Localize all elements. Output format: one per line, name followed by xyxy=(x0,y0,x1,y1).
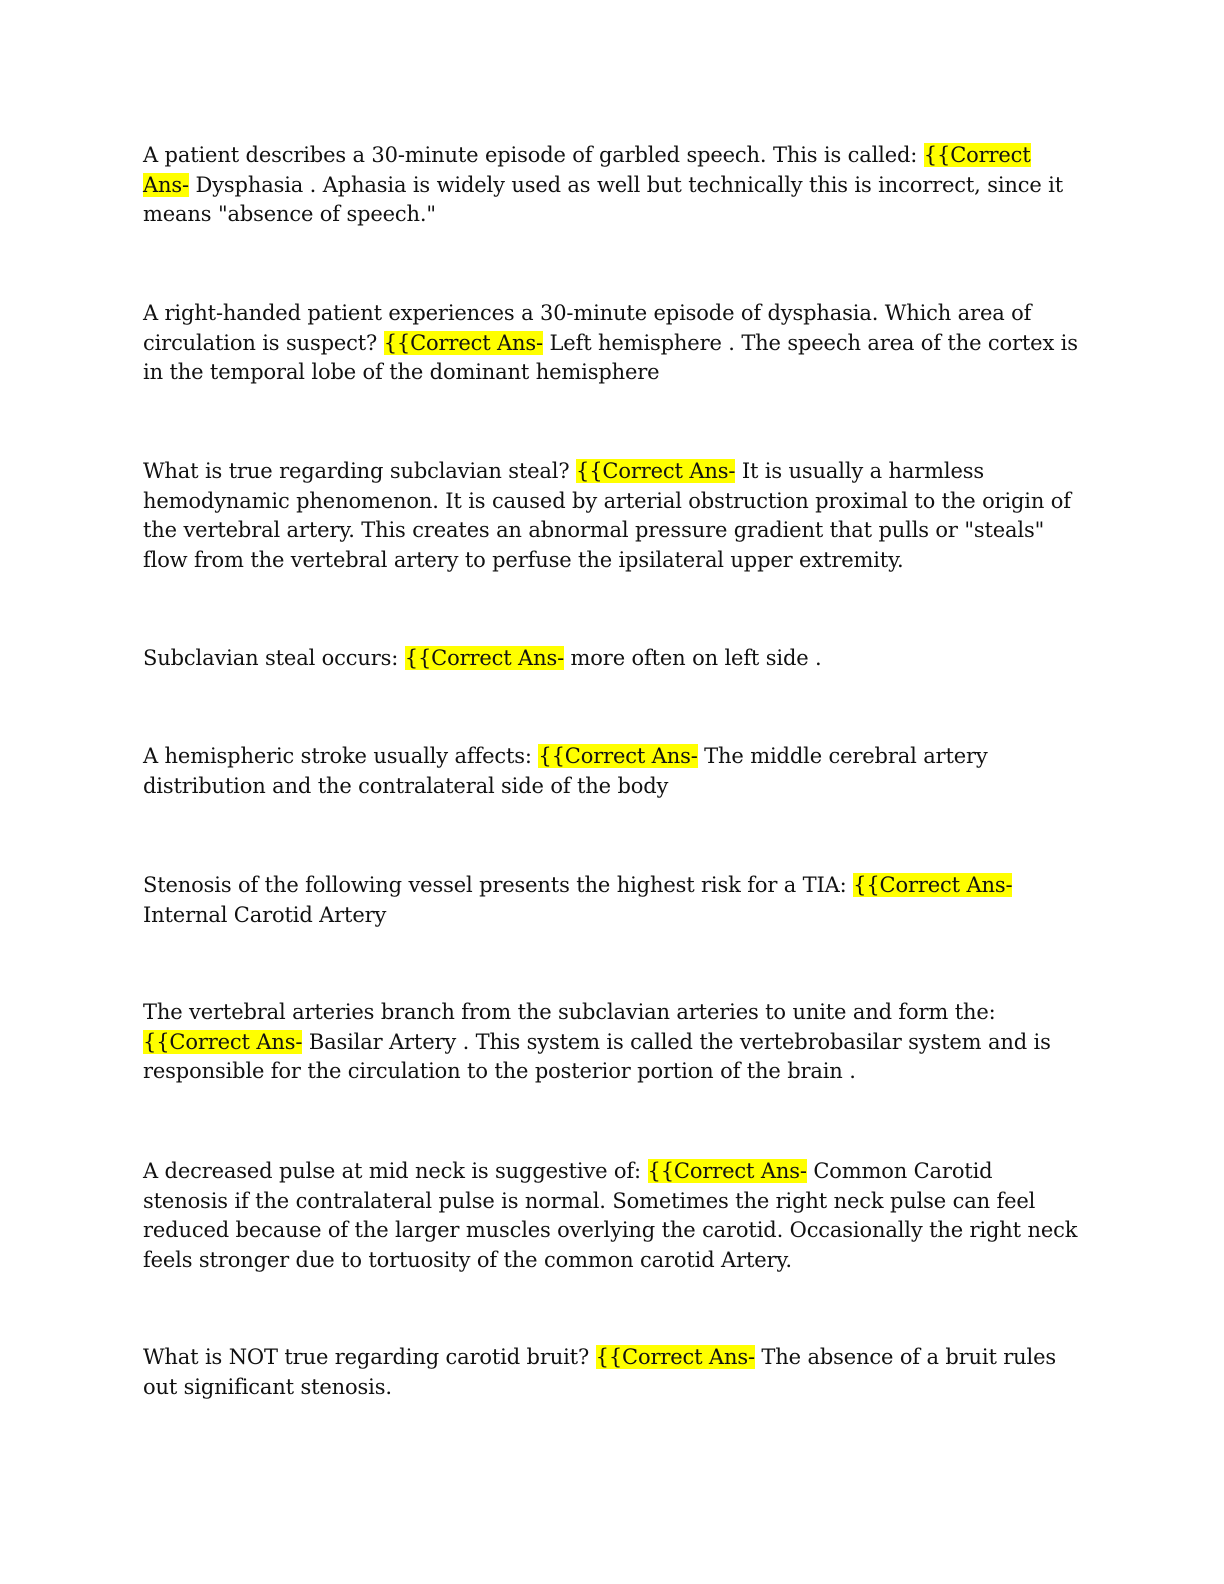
question-text: A right-handed patient experiences a 30-minute episode of dysphasia. Which area of circulation is suspect? xyxy=(143,301,1032,355)
correct-answer-marker: {{Correct Ans- xyxy=(853,873,1013,897)
answer-text: Internal Carotid Artery xyxy=(143,902,387,927)
question-text: Stenosis of the following vessel presents the highest risk for a TIA: xyxy=(143,873,847,897)
answer-text: Left hemisphere . The speech area of the cortex is in the temporal lobe of the dominant hemisphere xyxy=(143,330,1078,384)
qa-item-8 xyxy=(143,1157,1083,1275)
correct-answer-marker: {{Correct Ans- xyxy=(404,646,565,670)
answer-text: The middle cerebral artery distribution and the contralateral side of the body xyxy=(143,744,988,798)
qa-item-7 xyxy=(143,998,1083,1087)
answer-text: more often on left side . xyxy=(570,646,822,670)
qa-item-5 xyxy=(143,742,1083,801)
qa-item-2 xyxy=(143,299,1083,388)
qa-item-9 xyxy=(143,1343,1083,1402)
question-text: Subclavian steal occurs: xyxy=(143,646,399,670)
qa-item-3 xyxy=(143,457,1083,575)
correct-answer-marker: {{Correct Ans- xyxy=(143,143,1031,197)
qa-item-1 xyxy=(143,141,1083,230)
question-text: A decreased pulse at mid neck is suggestive of: xyxy=(143,1159,641,1183)
question-text: What is true regarding subclavian steal? xyxy=(143,459,570,483)
correct-answer-marker: {{Correct Ans- xyxy=(647,1159,807,1183)
qa-item-6 xyxy=(143,871,1083,930)
correct-answer-marker: {{Correct Ans- xyxy=(595,1345,755,1369)
question-text: The vertebral arteries branch from the subclavian arteries to unite and form the: xyxy=(143,1000,996,1024)
answer-text: Common Carotid stenosis if the contralateral pulse is normal. Sometimes the right neck pulse can feel reduced because of the larger muscles overlying the carotid. Occasionally the right neck feels stronger due to tortuosity of the common carotid Artery. xyxy=(143,1159,1078,1272)
answer-text: The absence of a bruit rules out significant stenosis. xyxy=(143,1345,1057,1399)
correct-answer-marker: {{Correct Ans- xyxy=(143,1029,303,1054)
correct-answer-marker: {{Correct Ans- xyxy=(538,744,698,768)
question-text: A patient describes a 30-minute episode of garbled speech. This is called: xyxy=(143,143,918,167)
answer-text: Dysphasia . Aphasia is widely used as well but technically this is incorrect, since it means "absence of speech." xyxy=(143,172,1064,226)
question-text: What is NOT true regarding carotid bruit? xyxy=(143,1345,590,1369)
correct-answer-marker: {{Correct Ans- xyxy=(576,459,736,483)
question-text: A hemispheric stroke usually affects: xyxy=(143,744,532,768)
answer-text: It is usually a harmless hemodynamic phenomenon. It is caused by arterial obstruction proximal to the origin of the vertebral artery. This creates an abnormal pressure gradient that pulls or "steals" flow from the vertebral artery to perfuse the ipsilateral upper extremity. xyxy=(143,459,1071,572)
answer-text: Basilar Artery . This system is called the vertebrobasilar system and is responsible for the circulation to the posterior portion of the brain . xyxy=(143,1029,1051,1083)
correct-answer-marker: {{Correct Ans- xyxy=(383,330,543,355)
qa-item-4 xyxy=(143,644,1083,674)
